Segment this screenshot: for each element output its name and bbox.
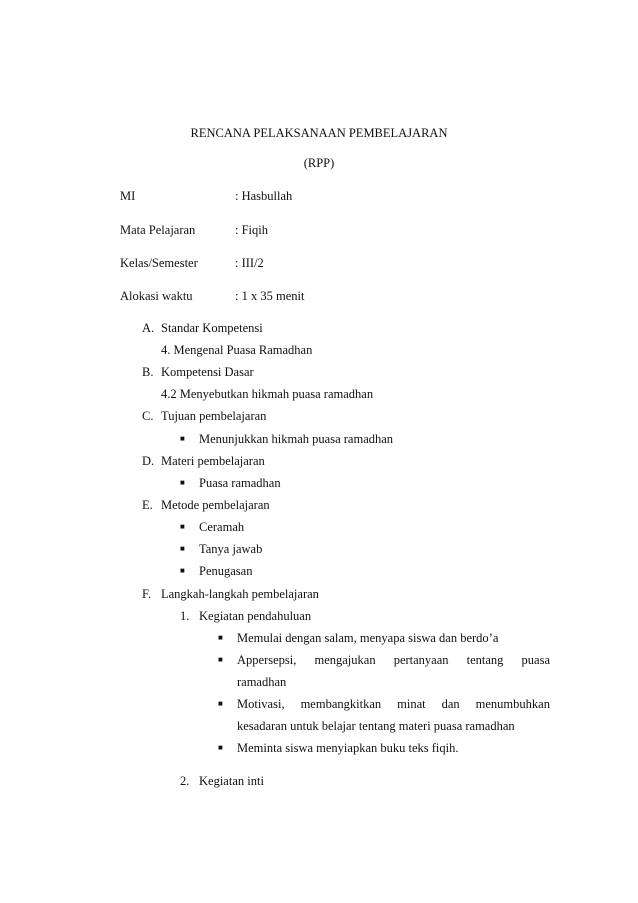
section-c-marker: C. <box>142 409 154 423</box>
section-f-marker: F. <box>142 587 152 601</box>
section-e-marker: E. <box>142 498 153 512</box>
section-b-heading: Kompetensi Dasar <box>161 365 254 379</box>
section-c-heading: Tujuan pembelajaran <box>161 409 267 423</box>
document-title: RENCANA PELAKSANAAN PEMBELAJARAN <box>190 126 448 140</box>
word: mengajukan <box>314 653 376 667</box>
bullet-icon: ■ <box>180 478 185 487</box>
word: Motivasi, <box>237 697 285 711</box>
info-label-mi: MI <box>120 189 136 203</box>
bullet-icon: ■ <box>218 699 223 708</box>
bullet-icon: ■ <box>180 566 185 575</box>
section-b-marker: B. <box>142 365 154 379</box>
word: minat <box>397 697 426 711</box>
section-d-marker: D. <box>142 454 155 468</box>
section-a-content: 4. Mengenal Puasa Ramadhan <box>161 343 313 357</box>
info-label-alokasi-waktu: Alokasi waktu <box>120 289 193 303</box>
step-1-bullet-justified-line <box>237 654 550 667</box>
section-a-marker: A. <box>142 321 155 335</box>
step-1-marker: 1. <box>180 609 190 623</box>
section-d-bullet-text: Puasa ramadhan <box>199 476 281 490</box>
word: membangkitkan <box>300 697 382 711</box>
step-1-bullet-text: Meminta siswa menyiapkan buku teks fiqih. <box>237 741 459 755</box>
step-1-title: Kegiatan pendahuluan <box>199 609 312 623</box>
info-value-alokasi-waktu: : 1 x 35 menit <box>235 289 305 303</box>
bullet-icon: ■ <box>180 434 185 443</box>
section-e-bullet-text: Ceramah <box>199 520 245 534</box>
bullet-icon: ■ <box>180 544 185 553</box>
step-1-bullet-continuation: ramadhan <box>237 675 287 689</box>
step-2-title: Kegiatan inti <box>199 774 264 788</box>
info-label-mata-pelajaran: Mata Pelajaran <box>120 223 196 237</box>
section-a-heading: Standar Kompetensi <box>161 321 263 335</box>
info-value-kelas-semester: : III/2 <box>235 256 264 270</box>
section-b-content: 4.2 Menyebutkan hikmah puasa ramadhan <box>161 387 374 401</box>
document-subtitle: (RPP) <box>303 156 335 170</box>
step-2-marker: 2. <box>180 774 190 788</box>
bullet-icon: ■ <box>218 743 223 752</box>
bullet-icon: ■ <box>218 633 223 642</box>
info-value-mi: : Hasbullah <box>235 189 293 203</box>
step-1-bullet-justified-line <box>237 698 550 711</box>
section-e-heading: Metode pembelajaran <box>161 498 270 512</box>
word: menumbuhkan <box>475 697 550 711</box>
info-label-kelas-semester: Kelas/Semester <box>120 256 198 270</box>
word: dan <box>441 697 460 711</box>
section-d-heading: Materi pembelajaran <box>161 454 265 468</box>
word: tentang <box>466 653 504 667</box>
word: pertanyaan <box>393 653 449 667</box>
word: Appersepsi, <box>237 653 297 667</box>
bullet-icon: ■ <box>218 655 223 664</box>
word: puasa <box>521 653 550 667</box>
section-e-bullet-text: Penugasan <box>199 564 253 578</box>
info-value-mata-pelajaran: : Fiqih <box>235 223 268 237</box>
section-f-heading: Langkah-langkah pembelajaran <box>161 587 319 601</box>
bullet-icon: ■ <box>180 522 185 531</box>
step-1-bullet-continuation: kesadaran untuk belajar tentang materi puasa ramadhan <box>237 719 515 733</box>
section-c-bullet-text: Menunjukkan hikmah puasa ramadhan <box>199 432 394 446</box>
step-1-bullet-text: Memulai dengan salam, menyapa siswa dan berdo’a <box>237 631 499 645</box>
section-e-bullet-text: Tanya jawab <box>199 542 263 556</box>
